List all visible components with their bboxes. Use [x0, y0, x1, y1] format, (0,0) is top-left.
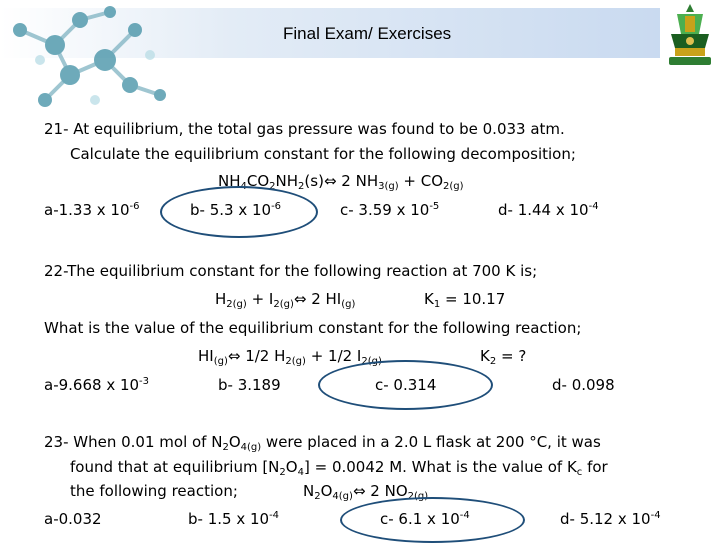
- answer-circle-q22: [318, 360, 493, 410]
- equilibrium-arrow-icon: ⇔: [323, 172, 337, 190]
- q21-equation: $NH_4CO_2NH_2(s)\Leftrightarrow$ 2 $NH_{3(g)} + CO_{2(g)}$: [218, 172, 464, 192]
- molecule-icon: [0, 0, 170, 120]
- q22-line-3: What is the value of the equilibrium constant for the following reaction;: [44, 319, 582, 337]
- q23-option-b: b- 1.5 x $10^{-4}$: [188, 510, 280, 528]
- q21-option-d: d- 1.44 x $10^{-4}$: [498, 201, 599, 219]
- q23-equation: $N_2O_{4(g)}\Leftrightarrow$ 2 $NO_{2(g)}$: [303, 482, 429, 502]
- q22-equation-1: $H_{2(g)}$ + $I_{2(g)}\Leftrightarrow$ 2 $HI_{(g)}$: [215, 290, 356, 310]
- q21-line-2: Calculate the equilibrium constant for the following decomposition;: [70, 145, 576, 163]
- q23-line-2: found that at equilibrium $[N_2O_4] = 0.0042$ M. What is the value of $K_c$ for: [70, 458, 608, 478]
- q23-line-1: 23- When 0.01 mol of $N_2O_{4(g)}$ were placed in a 2.0 L flask at 200 °C, it was: [44, 433, 601, 453]
- q22-option-b: b- 3.189: [218, 376, 281, 394]
- answer-circle-q23: [340, 497, 525, 543]
- q22-line-1: 22-The equilibrium constant for the following reaction at 700 K is;: [44, 262, 538, 280]
- q21-option-c: c- 3.59 x $10^{-5}$: [340, 201, 440, 219]
- equilibrium-arrow-icon: ⇔: [227, 347, 241, 365]
- q23-option-c: c- 6.1 x $10^{-4}$: [380, 510, 470, 528]
- q21-option-a: a-1.33 x $10^{-6}$: [44, 201, 140, 219]
- q21-line-1: 21- At equilibrium, the total gas pressure was found to be 0.033 atm.: [44, 120, 565, 138]
- answer-circle-q21: [160, 186, 318, 238]
- q22-k1: $K_1 = 10.17$: [424, 290, 506, 310]
- page-title: Final Exam/ Exercises: [283, 24, 452, 43]
- q22-equation-2: $HI_{(g)}\Leftrightarrow$ 1/2 $H_{2(g)} + 1/2$ $I_{2(g)}$: [198, 347, 382, 367]
- university-seal-logo: [663, 2, 717, 68]
- q22-option-d: d- 0.098: [552, 376, 615, 394]
- q23-option-d: d- 5.12 x $10^{-4}$: [560, 510, 661, 528]
- q22-option-a: a-9.668 x $10^{-3}$: [44, 376, 150, 394]
- q21-option-b: b- 5.3 x $10^{-6}$: [190, 201, 282, 219]
- q22-k2: $K_2$ = ?: [480, 347, 527, 367]
- equilibrium-arrow-icon: ⇔: [293, 290, 307, 308]
- q23-option-a: a-0.032: [44, 510, 102, 528]
- q22-option-c: c- 0.314: [375, 376, 437, 394]
- equilibrium-arrow-icon: ⇔: [352, 482, 366, 500]
- q23-line-3: the following reaction;: [70, 482, 238, 500]
